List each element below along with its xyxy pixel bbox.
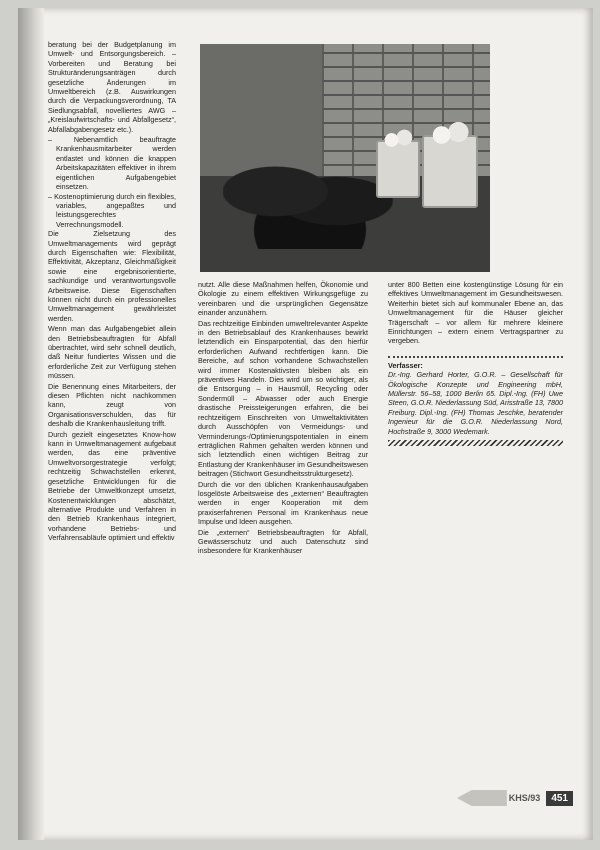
paragraph: Wenn man das Aufgabengebiet allein den Betriebsbeauftragten für Abfall übertrachtet, wird sehr schnell deutlich, daß Neitur fundiertes Wissen und die erforderliche Zeit zur Verfügung stehen müssen. [48,324,176,381]
author-details: Dr.-Ing. Gerhard Horter, G.O.R. – Gesellschaft für Ökologische Konzepte und Engineering mbH, Müllerstr. 56–58, 1000 Berlin 65. Dipl.-Ing. (FH) Uwe Steen, G.O.R. Niederlassung Süd, Arisstraße 13, 7800 Freiburg. Dipl.-Ing. (FH) Thomas Jeschke, beratender Ingenieur für die G.O.R. Niederlassung Nord, Hochstraße 9, 3000 Wedemark. [388,370,563,436]
author-heading: Verfasser: [388,360,423,370]
garbage-bags [223,153,397,249]
author-box [388,356,563,446]
magazine-page [18,8,593,840]
paragraph: Die „externen“ Betriebsbeauftragten für Abfall, Gewässerschutz und auch Datenschutz sind insbesondere für Krankenhäuser [198,527,368,556]
paragraph: unter 800 Betten eine kostengünstige Lösung für ein effektives Umweltmanagement im Gesundheitswesen. Weiterhin bietet sich auf kommunaler Ebene an, das Umweltmanagement für die Häuser gleicher Trägerschaft – vor allem für mehrere kleinere Einrichtungen – extern einem Vertragspartner zu vergeben. [388,280,563,346]
page-footer [457,790,573,806]
text-column-middle [198,280,368,557]
page-number: 451 [546,791,573,806]
text-column-left [48,40,176,544]
list-item: – Nebenamtlich beauftragte Krankenhausmitarbeiter werden entlastet und können die knappen Arbeitskapazitäten effektiver in ihrem eigentlichen Aufgabengebiet einsetzen. [48,135,176,191]
paragraph: Durch die vor den üblichen Krankenhausaufgaben losgelöste Arbeitsweise des „externen“ Beauftragten werden in enger Kooperation mit dem praxiserfahrenen Personal im Krankenhaus neue Impulse und Ideen ausgehen. [198,479,368,527]
waste-bin [422,135,478,207]
waste-storage-photo [200,44,490,272]
paragraph: Die Benennung eines Mitarbeiters, der diesen Pflichten nicht nachkommen kann, zeugt von Organisationsverschulden, das für deshalb die Krankenhausleitung trifft. [48,381,176,429]
zigzag-divider [388,440,563,446]
journal-issue: KHS/93 [508,793,541,803]
paragraph: Die Zielsetzung des Umweltmanagements wird geprägt durch Eigenschaften wie: Flexibilität, Effektivität, Akzeptanz, Gleichmäßigkeit sowie eine ergebnisorientierte, sachkundige und verantwortungsvolle Arbeitsweise. Diese Eigenschaften können nicht durch ein professionelles Umweltmanagement gewährleistet werden. [48,229,176,323]
paragraph: Das rechtzeitige Einbinden umweltrelevanter Aspekte in den Betriebsablauf des Krankenhauses bewirkt letztendlich ein Einsparpotential, das den hierfür erforderlichen Aufwand rechtfertigen kann. Die Bereiche, auf schon vorhandene Schwachstellen wird immer Kostenaktivsten bleiben als ein präventives Handeln. Dies wird um so wichtiger, als die Entsorgung – in Hausmüll, Recycling oder Sondermüll – Abwasser oder auch Energie drastische Preissteigerungen erfahren, die bei rechtzeitigem Einschreiten von Umweltaktivitäten durch Ausschöpfen von Vermeidungs- und Verminderungs-/Optimierungspotentialen in einem erträglichen Rahmen gehalten werden können und sich letztendlich einen wichtigen Beitrag zur Entlastung der Krankenhäuser im Gesundheitswesen beitragen (Stichwort Gesundheitsstrukturgesetz). [198,318,368,479]
list-item: – Kostenoptimierung durch ein flexibles, variables, angepaßtes und leistungsgerechtes Verrechnungsmodell. [48,192,176,230]
paragraph: beratung bei der Budgetplanung im Umwelt- und Entsorgungsbereich. – Vorbereiten und Beratung bei Strukturänderungsanträgen durch gesetzliche Änderungen im Umweltbereich (z.B. Auswirkungen durch die Verpackungsverordnung, TA Siedlungsabfall, novelliertes AWG – „Kreislaufwirtschafts- und Abfallgesetz“, Abfallabgabengesetz etc.). [48,40,176,134]
waste-bin [376,140,421,199]
arrow-decoration-icon [457,790,507,806]
text-column-right [388,280,563,446]
page-binding-shadow [18,8,44,840]
paragraph: Durch gezielt eingesetztes Know-how kann in Umweltmanagement aufgebaut werden, das eine präventive Umweltvorsorgestrategie verfolgt; rechtzeitig Schwachstellen erkennt, gesetzliche Entwicklungen für die Betriebe der Umweltkonzept umsetzt, Kostenentwicklungen abschätzt, alternative Produkte und Verfahren in den Betrieb Krankenhaus integriert, vorhandene Betriebs- und Verfahrensabläufe optimiert und effektiv [48,429,176,543]
bullet-list [48,135,176,229]
paragraph: nutzt. Alle diese Maßnahmen helfen, Ökonomie und Ökologie zu einem effektiven Wirkungsgefüge zu vereinbaren und die ursprünglichen Gegensätze einander anzunähern. [198,280,368,318]
